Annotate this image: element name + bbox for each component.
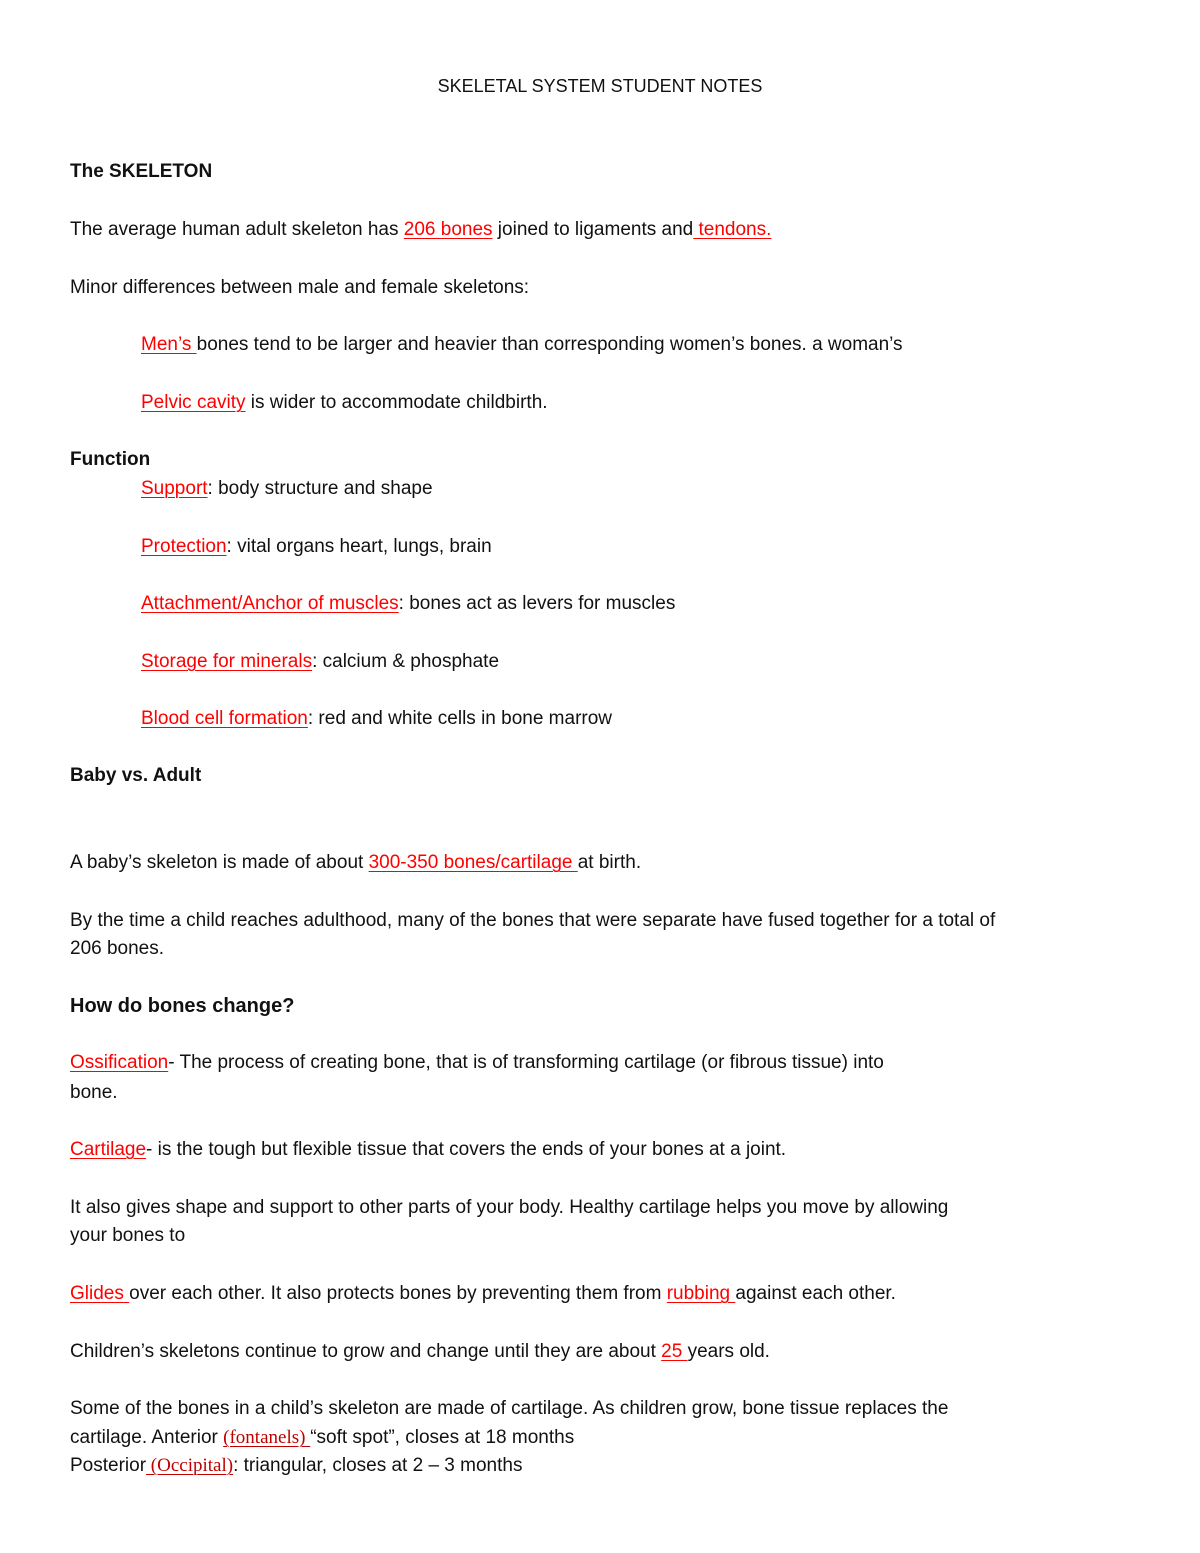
text: : body structure and shape	[207, 478, 433, 499]
cartilage-line	[70, 1138, 786, 1162]
text: bones tend to be larger and heavier than corresponding women’s bones. a woman’s	[196, 334, 903, 355]
baby-line-1	[70, 851, 641, 875]
text: - is the tough but flexible tissue that covers the ends of your bones at a joint.	[146, 1139, 787, 1160]
skeleton-line-3	[141, 333, 903, 357]
baby-line-3: 206 bones.	[70, 938, 165, 959]
heading-baby-adult: Baby vs. Adult	[70, 765, 202, 786]
text: joined to ligaments and	[492, 219, 694, 240]
heading-function: Function	[70, 449, 151, 470]
text: - The process of creating bone, that is of transforming cartilage (or fibrous tissue) into	[168, 1052, 884, 1073]
some-line-2	[70, 1426, 574, 1450]
text: years old.	[687, 1341, 770, 1362]
text: cartilage. Anterior	[70, 1427, 224, 1448]
text: against each other.	[735, 1283, 896, 1304]
baby-line-2: By the time a child reaches adulthood, many of the bones that were separate have fused together for a total of	[70, 910, 996, 931]
blank-rubbing: rubbing	[666, 1283, 736, 1304]
skeleton-line-4	[141, 391, 548, 415]
text: is wider to accommodate childbirth.	[245, 392, 548, 413]
blank-fontanels: (fontanels)	[223, 1427, 311, 1448]
blank-pelvic-cavity: Pelvic cavity	[141, 392, 246, 413]
blank-support: Support	[141, 478, 208, 499]
text: : bones act as levers for muscles	[398, 593, 676, 614]
heading-skeleton: The SKELETON	[70, 161, 213, 182]
also-line-2: your bones to	[70, 1225, 186, 1246]
blank-cartilage: Cartilage	[70, 1139, 147, 1160]
text: Children’s skeletons continue to grow and change until they are about	[70, 1341, 662, 1362]
some-line-1: Some of the bones in a child’s skeleton are made of cartilage. As children grow, bone tissue replaces the	[70, 1398, 949, 1419]
function-item	[141, 477, 433, 501]
glides-line	[70, 1282, 896, 1306]
blank-ossification: Ossification	[70, 1052, 169, 1073]
text: at birth.	[577, 852, 642, 873]
function-item	[141, 592, 675, 616]
heading-bones-change: How do bones change?	[70, 995, 295, 1017]
text: A baby’s skeleton is made of about	[70, 852, 369, 873]
text: Posterior	[70, 1455, 147, 1476]
blank-protection: Protection	[141, 536, 227, 557]
skeleton-line-2: Minor differences between male and female skeletons:	[70, 277, 530, 298]
function-item	[141, 650, 499, 674]
function-item	[141, 535, 492, 559]
blank-206-bones: 206 bones	[403, 219, 493, 240]
ossification-line	[70, 1051, 884, 1075]
blank-tendons: tendons.	[693, 219, 772, 240]
skeleton-line-1	[70, 218, 771, 242]
function-item	[141, 707, 612, 731]
blank-storage: Storage for minerals	[141, 651, 313, 672]
blank-attachment: Attachment/Anchor of muscles	[141, 593, 399, 614]
text: : calcium & phosphate	[312, 651, 500, 672]
blank-occipital: (Occipital)	[146, 1455, 234, 1476]
posterior-line	[70, 1454, 522, 1478]
text: over each other. It also protects bones by preventing them from	[129, 1283, 667, 1304]
text: The average human adult skeleton has	[70, 219, 404, 240]
blank-25: 25	[661, 1341, 688, 1362]
blank-300-350: 300-350 bones/cartilage	[368, 852, 578, 873]
text: : vital organs heart, lungs, brain	[226, 536, 492, 557]
ossification-line-2: bone.	[70, 1082, 118, 1103]
text: “soft spot”, closes at 18 months	[310, 1427, 575, 1448]
page-title: SKELETAL SYSTEM STUDENT NOTES	[437, 76, 763, 96]
blank-glides: Glides	[70, 1283, 130, 1304]
text: : red and white cells in bone marrow	[307, 708, 613, 729]
also-line-1: It also gives shape and support to other parts of your body. Healthy cartilage helps you move by allowing	[70, 1197, 949, 1218]
blank-blood-cell: Blood cell formation	[141, 708, 308, 729]
blank-mens: Men’s	[141, 334, 197, 355]
grow-line	[70, 1340, 770, 1364]
text: : triangular, closes at 2 – 3 months	[233, 1455, 523, 1476]
